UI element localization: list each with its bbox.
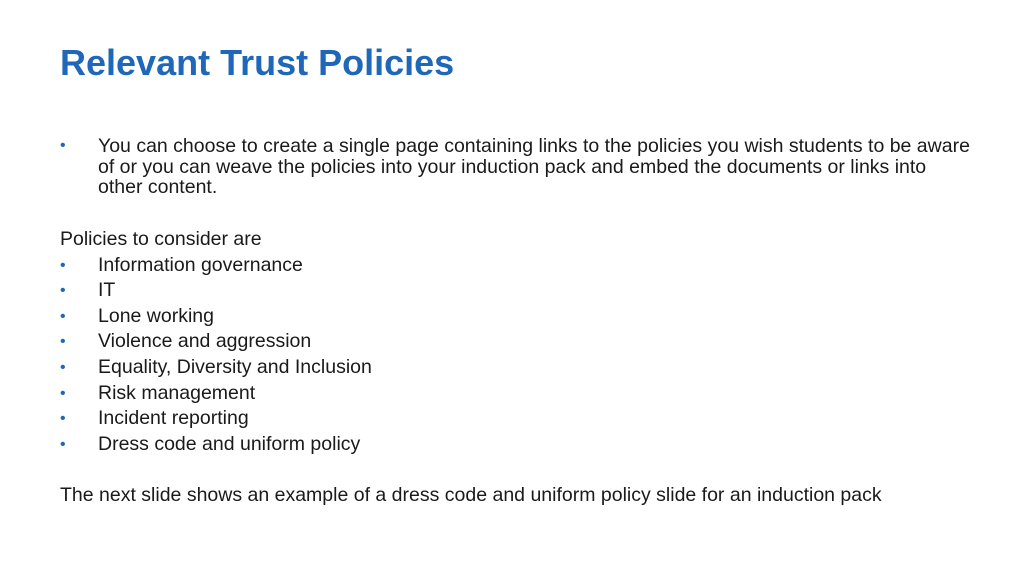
slide-title: Relevant Trust Policies: [60, 42, 455, 83]
intro-bullet-item: [60, 136, 970, 198]
bullet-icon: •: [60, 307, 66, 325]
policies-heading: Policies to consider are: [60, 228, 262, 250]
policy-label: IT: [98, 279, 116, 302]
policy-label: Risk management: [98, 381, 256, 404]
intro-bullet-list: [60, 136, 970, 198]
policy-label: Dress code and uniform policy: [98, 432, 361, 455]
policy-item-violence-aggression: [60, 329, 960, 355]
policy-item-incident-reporting: [60, 406, 960, 432]
policy-item-dress-code-uniform: [60, 432, 960, 458]
bullet-icon: •: [60, 282, 66, 300]
policy-item-lone-working: [60, 304, 960, 330]
bullet-icon: •: [60, 435, 66, 453]
bullet-icon: •: [60, 137, 66, 154]
policies-section: [60, 227, 960, 457]
policy-item-information-governance: [60, 253, 960, 279]
bullet-icon: •: [60, 358, 66, 376]
policy-label: Lone working: [98, 304, 214, 327]
policy-label: Information governance: [98, 253, 303, 276]
policy-item-risk-management: [60, 381, 960, 407]
bullet-icon: •: [60, 410, 66, 428]
next-slide-note: The next slide shows an example of a dress code and uniform policy slide for an induction pack: [60, 484, 882, 506]
policy-label: Equality, Diversity and Inclusion: [98, 355, 372, 378]
bullet-icon: •: [60, 333, 66, 351]
bullet-icon: •: [60, 384, 66, 402]
bullet-icon: •: [60, 256, 66, 274]
intro-bullet-text: You can choose to create a single page containing links to the policies you wish students to be aware of or you can weave the policies into your induction pack and embed the documents or links into other content.: [98, 135, 970, 198]
policy-item-it: [60, 278, 960, 304]
policy-list: [60, 253, 960, 458]
policy-item-equality-diversity-inclusion: [60, 355, 960, 381]
policy-label: Incident reporting: [98, 407, 249, 430]
policy-label: Violence and aggression: [98, 330, 312, 353]
